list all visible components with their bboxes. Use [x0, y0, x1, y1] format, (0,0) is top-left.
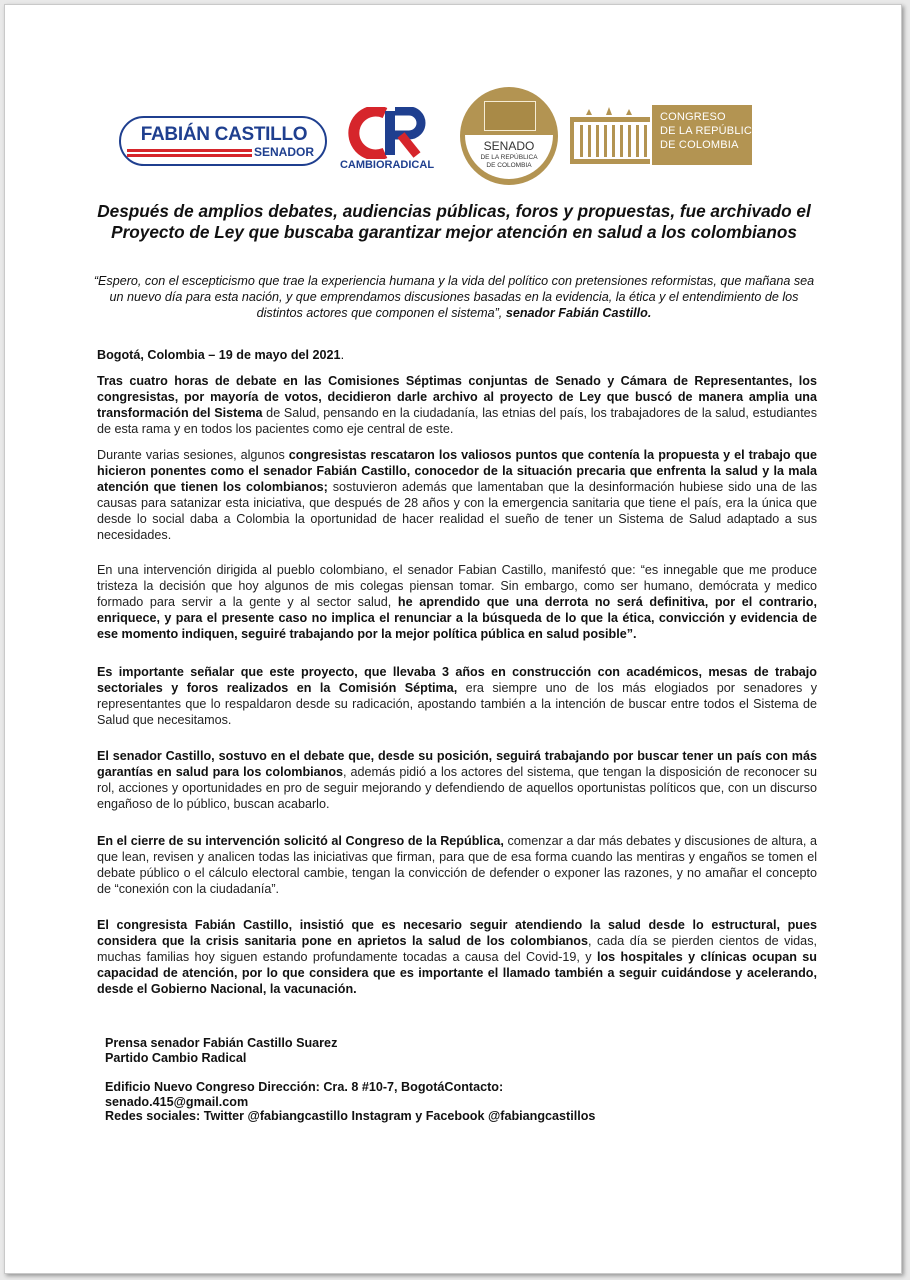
cambio-radical-wordmark: CAMBIORADICAL: [339, 159, 435, 171]
congreso-logo-plate: [652, 105, 760, 165]
senado-seal-line1: SENADO: [483, 139, 535, 153]
cambio-radical-emblem-icon: [327, 107, 447, 159]
paragraph-6: [97, 833, 817, 897]
paragraph-3-bold: he aprendido que una derrota no será definitiva, por el contrario, enriquece, y para el presente caso no implica el renunciar a la búsqueda de lo que la ética, convicción y evidencia de ese momento indiquen, seguiré trabajando por la mejor política pública en salud posible”.: [97, 595, 817, 642]
senator-quote: [91, 273, 817, 321]
paragraph-3: [97, 562, 817, 642]
signature-line-2: Partido Cambio Radical: [105, 1051, 247, 1065]
senate-building-icon: [484, 101, 536, 131]
paragraph-4-bold: Es importante señalar que este proyecto, que llevaba 3 años en construcción con académicos, mesas de trabajo sectoriales y foros realizados en la Comisión Séptima,: [97, 665, 817, 696]
paragraph-4-rest: era siempre uno de los más elogiados por senadores y representantes que lo respaldaron desde su radicación, apostando también a la intención de buscar entre todos el Sistema de Salud que necesitamos.: [97, 681, 817, 728]
paragraph-1-rest: de Salud, pensando en la ciudadanía, las etnias del país, los trabajadores de la salud, estudiantes de esta rama y en todos los pacientes como eje central de este.: [97, 406, 817, 437]
paragraph-7-bold2: los hospitales y clínicas ocupan su capacidad de atención, por lo que considera que es importante el llamado también a seguir cuidándose y acelerando, desde el Gobierno Nacional, la vacunación.: [97, 950, 817, 997]
paragraph-5-rest: , además pidió a los actores del sistema, que tengan la disposición de reconocer su rol, acciones y oportunidades en pro de seguir mejorando y defendiendo de aquellos oportunistas políticos que, con un discurso engañoso de lo público, buscan acabarlo.: [97, 765, 817, 812]
dateline-end: .: [340, 348, 345, 362]
logo-red-stripe: [127, 154, 252, 157]
quote-author: senador Fabián Castillo.: [505, 306, 652, 320]
logo-red-stripe: [127, 149, 252, 152]
paragraph-5: [97, 748, 817, 812]
contact-address: Edificio Nuevo Congreso Dirección: Cra. 8 #10-7, BogotáContacto:: [105, 1080, 504, 1094]
quote-text: “Espero, con el escepticismo que trae la experiencia humana y la vida del político con pretensiones reformistas, que mañana sea un nuevo día para esta nación, y que emprendamos discusiones basadas en la evidencia, la ética y el entendimiento de los distintos actores que componen el sistema”,: [93, 274, 815, 320]
document-page: [4, 4, 902, 1274]
senado-seal-logo: [460, 87, 558, 185]
dateline-date: Bogotá, Colombia – 19 de mayo del 2021: [97, 348, 341, 362]
congreso-logo: [566, 103, 760, 166]
congreso-line1: CONGRESO: [660, 111, 726, 123]
logo-header: [5, 5, 903, 185]
paragraph-1: [97, 373, 817, 437]
signature-line-1: Prensa senador Fabián Castillo Suarez: [105, 1036, 338, 1050]
cambio-radical-logo: [327, 107, 447, 175]
paragraph-6-bold: En el cierre de su intervención solicitó al Congreso de la República,: [97, 834, 504, 848]
fabian-castillo-logo: [119, 116, 327, 166]
congreso-line3: DE COLOMBIA: [660, 139, 739, 151]
senado-seal-line3: DE COLOMBIA: [486, 162, 532, 169]
senado-seal-line2: DE LA REPÚBLICA: [480, 154, 538, 161]
paragraph-3-start: En una intervención dirigida al pueblo colombiano, el senador Fabian Castillo, manifestó que: “es innegable que me produce tristeza la decisión que hoy algunos de mis colegas piensan tomar. Sin embargo, como ser humano, demócrata y medico formado para servir a la gente y al sector salud,: [97, 563, 817, 610]
press-release-title: Después de amplios debates, audiencias públicas, foros y propuestas, fue archivado el Proyecto de Ley que buscaba garantizar mejor atención en salud a los colombianos: [97, 201, 811, 242]
paragraph-2-rest: sostuvieron además que lamentaban que la desinformación hubiese sido una de las causas para satanizar esta iniciativa, que después de 28 años y con la emergencia sanitaria que tiene el país, era la única que desde lo social daba a Colombia la oportunidad de hacer realidad el sueño de tener un Sistema de Salud adaptado a sus necesidades.: [97, 480, 817, 543]
social-media: Redes sociales: Twitter @fabiangcastillo Instagram y Facebook @fabiangcastillos: [105, 1109, 596, 1123]
paragraph-1-bold: Tras cuatro horas de debate en las Comisiones Séptimas conjuntas de Senado y Cámara de Representantes, los congresistas, por mayoría de votos, decidieron darle archivo al proyecto de Ley que buscó de manera amplia una transformación del Sistema: [97, 374, 817, 421]
paragraph-7-mid: , cada día se pierden cientos de vidas, muchas familias hoy siguen estando profundamente tocadas a causa del Covid-19, y: [97, 934, 817, 965]
capitol-building-icon: [566, 103, 652, 166]
paragraph-5-bold: El senador Castillo, sostuvo en el debate que, desde su posición, seguirá trabajando por buscar tener un país con más garantías en salud para los colombianos: [97, 749, 817, 780]
paragraph-2-bold: congresistas rescataron los valiosos puntos que contenía la propuesta y el trabajo que hicieron ponentes como el senador Fabián Castillo, conocedor de la situación precaria que enfrenta la salud y la mala atención que tienen los colombianos;: [97, 448, 817, 495]
paragraph-4: [97, 664, 817, 728]
paragraph-2: [97, 447, 817, 544]
contact-email: senado.415@gmail.com: [105, 1095, 249, 1109]
paragraph-7-bold1: El congresista Fabián Castillo, insistió que es necesario seguir atendiendo la salud desde lo estructural, pues considera que la crisis sanitaria pone en aprietos la salud de los colombianos: [97, 918, 817, 949]
dateline: [97, 348, 344, 362]
paragraph-6-rest: comenzar a dar más debates y discusiones de altura, a que lean, revisen y analicen todas las iniciativas que firman, para que de esa forma cuando las mentiras y engaños se tomen el debate público o el cálculo electoral cambie, tengan la convicción de defender o exponer las razones, y no amañar el concepto de “conexión con la ciudadanía”.: [97, 834, 817, 897]
fabian-castillo-logo-name: FABIÁN CASTILLO: [140, 124, 308, 145]
congreso-line2: DE LA REPÚBLICA: [660, 125, 760, 137]
paragraph-2-start: Durante varias sesiones, algunos: [97, 448, 289, 462]
paragraph-7: [97, 917, 817, 997]
fabian-castillo-logo-sub: SENADOR: [253, 145, 314, 159]
senado-seal-text-area: [465, 135, 553, 179]
